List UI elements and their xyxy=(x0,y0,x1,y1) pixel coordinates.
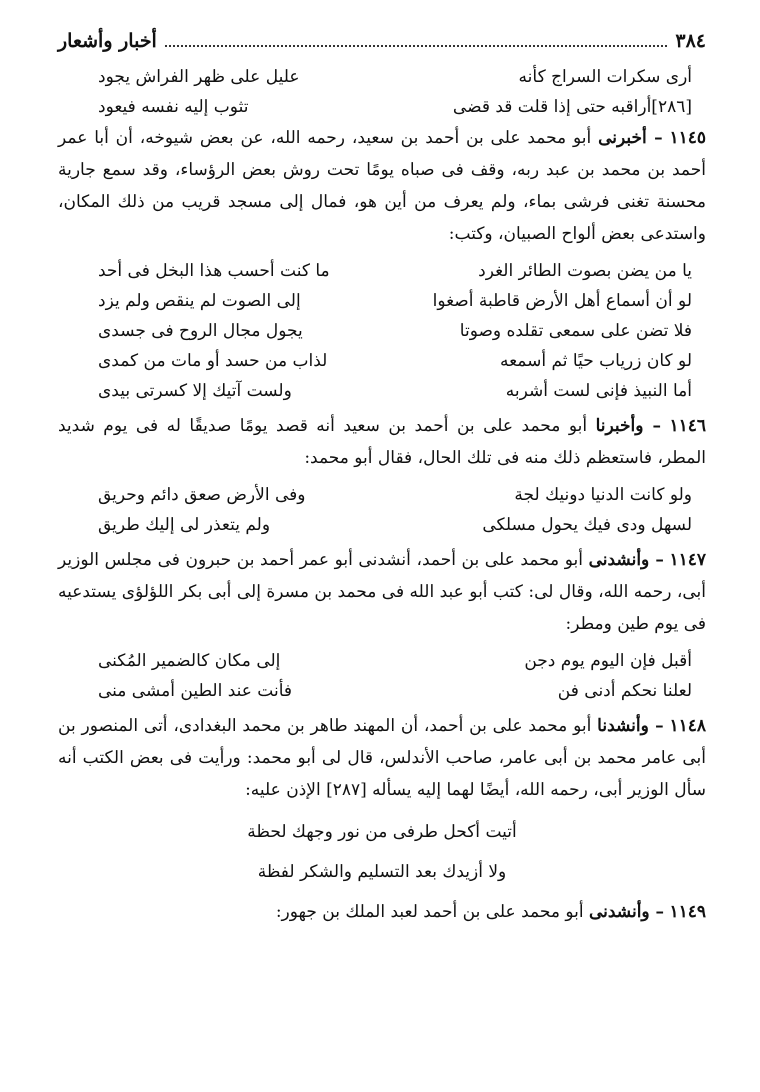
entry-text: أبو محمد على بن أحمد لعبد الملك بن جهور: xyxy=(275,902,584,922)
verse-second-hemistich: ولم يتعذر لى إليك طريق xyxy=(98,515,271,535)
verse-first-hemistich: أرى سكرات السراج كأنه xyxy=(518,67,692,87)
verse-first-hemistich: [٢٨٦]أراقبه حتى إذا قلت قد قضى xyxy=(452,97,692,117)
verse-second-hemistich: فأنت عند الطين أمشى منى xyxy=(98,681,293,701)
verse-first-hemistich: أما النبيذ فإنى لست أشربه xyxy=(505,381,692,401)
entry-text: أبو محمد على بن أحمد، أن المهند طاهر بن محمد البغدادى، أتى المنصور بن أبى عامر محمد بن أبى عامر، صاحب الأندلس، قال لى أبو محمد: ورأيت فى بعض الكتب أنه سأل الوزير أبى، رحمه الله، أيضًا لهما إليه يسأله [٢٨٧] الإذن عليه: xyxy=(58,716,706,800)
page-header xyxy=(58,30,706,62)
entry-number: ١١٤٦ xyxy=(669,416,707,436)
verse-line xyxy=(58,346,706,376)
verse-second-hemistich: إلى الصوت لم ينقص ولم يزد xyxy=(98,291,301,311)
verse-second-hemistich: ولست آتيك إلا كسرتى بيدى xyxy=(98,381,292,401)
verse-second-hemistich: ما كنت أحسب هذا البخل فى أحد xyxy=(98,261,330,281)
entry-lead-word: أخبرنى xyxy=(598,128,647,148)
verse-single-line: أتيت أكحل طرفى من نور وجهك لحظة xyxy=(247,822,517,842)
verse-second-hemistich: وفى الأرض صعق دائم وحريق xyxy=(98,485,306,505)
verse-line xyxy=(58,62,706,92)
entry-paragraph xyxy=(58,896,706,928)
verse-second-hemistich: عليل على ظهر الفراش يجود xyxy=(98,67,300,87)
poem-block xyxy=(58,646,706,706)
entry-dash: – xyxy=(649,550,664,570)
verse-single-line: ولا أزيدك بعد التسليم والشكر لفظة xyxy=(257,862,507,882)
verse-first-hemistich: أقبل فإن اليوم يوم دجن xyxy=(524,651,692,671)
verse-line xyxy=(58,316,706,346)
verse-line xyxy=(58,510,706,540)
entry-paragraph xyxy=(58,544,706,640)
page-number: ٣٨٤ xyxy=(675,30,706,52)
poem-block xyxy=(58,256,706,406)
running-title: أخبار وأشعار xyxy=(58,30,157,52)
header-dotted-leader xyxy=(165,31,668,47)
entry-number: ١١٤٧ xyxy=(669,550,707,570)
verse-second-hemistich: إلى مكان كالضمير المُكنى xyxy=(98,651,281,671)
entry-lead-word: وأنشدنى xyxy=(588,550,650,570)
verse-line xyxy=(58,376,706,406)
entry-paragraph xyxy=(58,410,706,474)
verse-first-hemistich: لسهل ودى فيك يحول مسلكى xyxy=(482,515,692,535)
entry-dash: – xyxy=(643,416,661,436)
entry-dash: – xyxy=(648,716,664,736)
verse-first-hemistich: يا من يضن بصوت الطائر الغرد xyxy=(478,261,692,281)
verse-line xyxy=(58,676,706,706)
book-page xyxy=(58,30,706,928)
verse-line xyxy=(58,480,706,510)
verse-second-hemistich: يجول مجال الروح فى جسدى xyxy=(98,321,303,341)
entry-paragraph xyxy=(58,710,706,806)
verse-first-hemistich: لعلنا نحكم أدنى فن xyxy=(557,681,692,701)
verse-first-hemistich: لو أن أسماع أهل الأرض قاطبة أصغوا xyxy=(432,291,692,311)
verse-second-hemistich: لذاب من حسد أو مات من كمدى xyxy=(98,351,328,371)
entry-number: ١١٤٨ xyxy=(669,716,707,736)
entry-text: أبو محمد على بن أحمد بن سعيد أنه قصد يومًا صديقًا له فى يوم شديد المطر، فاستعظم ذلك منه فى تلك الحال، فقال أبو محمد: xyxy=(58,416,706,468)
entry-dash: – xyxy=(649,902,665,922)
entry-lead-word: وأنشدنا xyxy=(597,716,649,736)
verse-first-hemistich: لو كان زرياب حيًا ثم أسمعه xyxy=(499,351,692,371)
entry-dash: – xyxy=(646,128,663,148)
verse-line xyxy=(58,256,706,286)
verse-first-hemistich: ولو كانت الدنيا دونيك لجة xyxy=(514,485,692,505)
verse-second-hemistich: تثوب إليه نفسه فيعود xyxy=(98,97,249,117)
verse-line xyxy=(58,92,706,122)
entry-text: أبو محمد على بن أحمد، أنشدنى أبو عمر أحمد بن حبرون فى مجلس الوزير أبى، رحمه الله، وقال لى: كتب أبو عبد الله فى محمد بن مسرة إلى أبى بكر اللؤلؤى يستدعيه فى يوم طين ومطر: xyxy=(58,550,706,634)
entry-text: أبو محمد على بن أحمد بن سعيد، رحمه الله، عن بعض شيوخه، أن أبا عمر أحمد بن محمد بن عبد ربه، وقف فى صباه يومًا تحت روش بعض الرؤساء، وقد سمع جارية محسنة تغنى فرشى بماء، ولم يعرف من أين هو، فمال إلى مسجد قريب من ذلك المكان، واستدعى بعض ألواح الصبيان، وكتب: xyxy=(58,128,706,244)
verse-line xyxy=(58,286,706,316)
entry-number: ١١٤٩ xyxy=(669,902,706,922)
entry-number: ١١٤٥ xyxy=(669,128,707,148)
entry-lead-word: وأنشدنى xyxy=(588,902,650,922)
entry-paragraph xyxy=(58,122,706,250)
entry-lead-word: وأخبرنا xyxy=(595,416,644,436)
poem-block xyxy=(58,480,706,540)
verse-first-hemistich: فلا تضن على سمعى تقلده وصوتا xyxy=(459,321,692,341)
verse-line xyxy=(58,646,706,676)
poem-block xyxy=(58,812,706,892)
